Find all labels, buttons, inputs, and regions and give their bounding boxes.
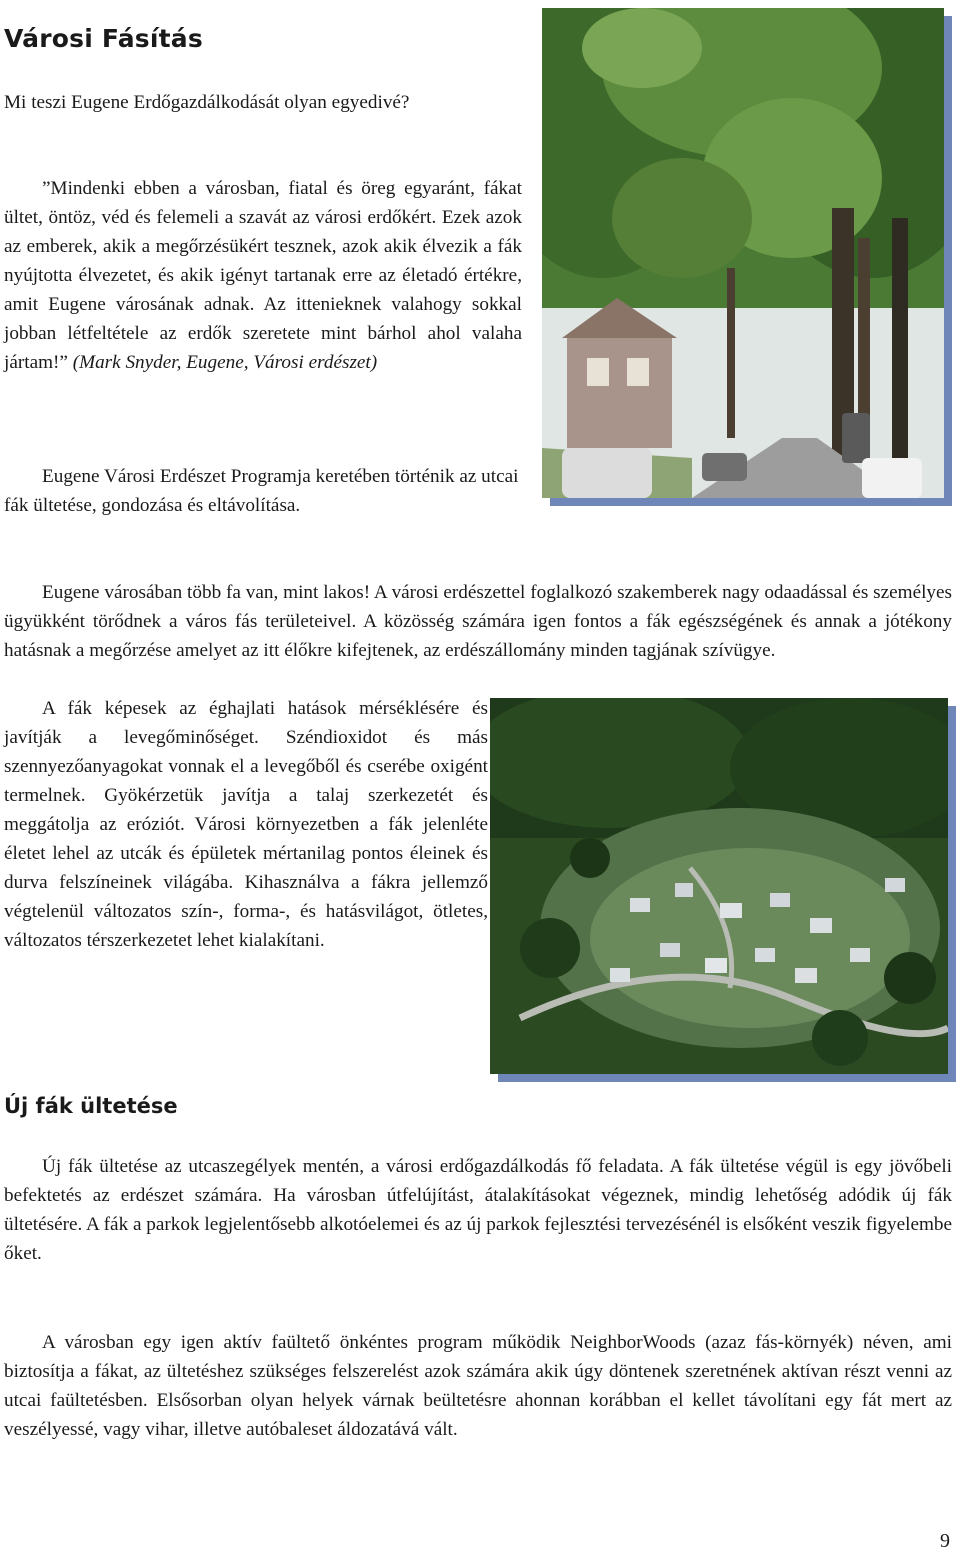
quote-text: ”Mindenki ebben a városban, fiatal és öreg egyaránt, fákat ültet, öntöz, véd és felemeli a szavát az városi erdőkért. Ezek azok az emberek, akik a megőrzésükért tesznek, azok akik élvezik a fák nyújtotta élvezetet, és akik igényt tartanak erre az életadó értékre, amit Eugene városának adnak. Az ittenieknek valahogy sokkal jobban létfeltétele az erdők szeretete mint bárhol ahol valaha jártam!” xyxy=(4,178,522,373)
benefits-paragraph: A fák képesek az éghajlati hatások mérséklésére és javítják a levegőminőséget. Széndioxidot és más szennyezőanyagokat vonnak el a levegőből és cserébe oxigént termelnek. Gyökérzetük javítja a talaj szerkezetét és meggátolja az eróziót. Városi környezetben a fák jelenléte életet lehel az utcák és épületek mértanilag pontos éleinek és durva felszíneinek világába. Kihasználva a fákra jellemző végtelenül változatos szín-, forma-, és hatásvilágot, ötletes, változatos térszerkezetet lehet kialakítani. xyxy=(4,698,488,951)
quote-author: (Mark Snyder, Eugene, Városi erdészet) xyxy=(72,352,378,373)
volunteer-paragraph: A városban egy igen aktív faültető önkéntes program működik NeighborWoods (azaz fás-környék) néven, ami biztosítja a fákat, az ültetéshez szükséges felszerelést azok számára akik úgy döntenek szeretnének aktívan részt venni az utcai faültetésben. Elsősorban olyan helyek várnak beültetésre ahonnan korábban el kellet távolítani egy fát mert az veszélyessé, vagy vihar, illetve autóbaleset áldozatává vált. xyxy=(4,1332,952,1440)
more-trees-paragraph: Eugene városában több fa van, mint lakos! A városi erdészettel foglalkozó szakemberek nagy odaadással és személyes ügyükként törődnek a város fás területeivel. A közösség számára igen fontos a fák egészségének és annak a jótékony hatásnak a megőrzése amelyet az itt élőkre kifejtenek, az erdészállomány minden tagjának szívügye. xyxy=(4,582,952,661)
quote-block xyxy=(4,174,522,377)
section-title: Új fák ültetése xyxy=(4,1094,178,1118)
aerial-neighborhood-photo xyxy=(490,698,948,1074)
street-trees-photo xyxy=(542,8,944,498)
program-paragraph: Eugene Városi Erdészet Programja keretében történik az utcai fák ültetése, gondozása és eltávolítása. xyxy=(4,466,519,516)
new-trees-paragraph: Új fák ültetése az utcaszegélyek mentén, a városi erdőgazdálkodás fő feladata. A fák ültetése végül is egy jövőbeli befektetés az erdészet számára. Ha városban útfelújítást, átalakításokat végeznek, mindig lehetőség adódik új fák ültetésére. A fák a parkok legjelentősebb alkotóelemei és az új parkok fejlesztési tervezésénél is elsőként veszik figyelembe őket. xyxy=(4,1156,952,1264)
page-number: 9 xyxy=(940,1530,950,1552)
page-title: Városi Fásítás xyxy=(4,24,203,53)
intro-question: Mi teszi Eugene Erdőgazdálkodását olyan egyedivé? xyxy=(4,92,410,113)
